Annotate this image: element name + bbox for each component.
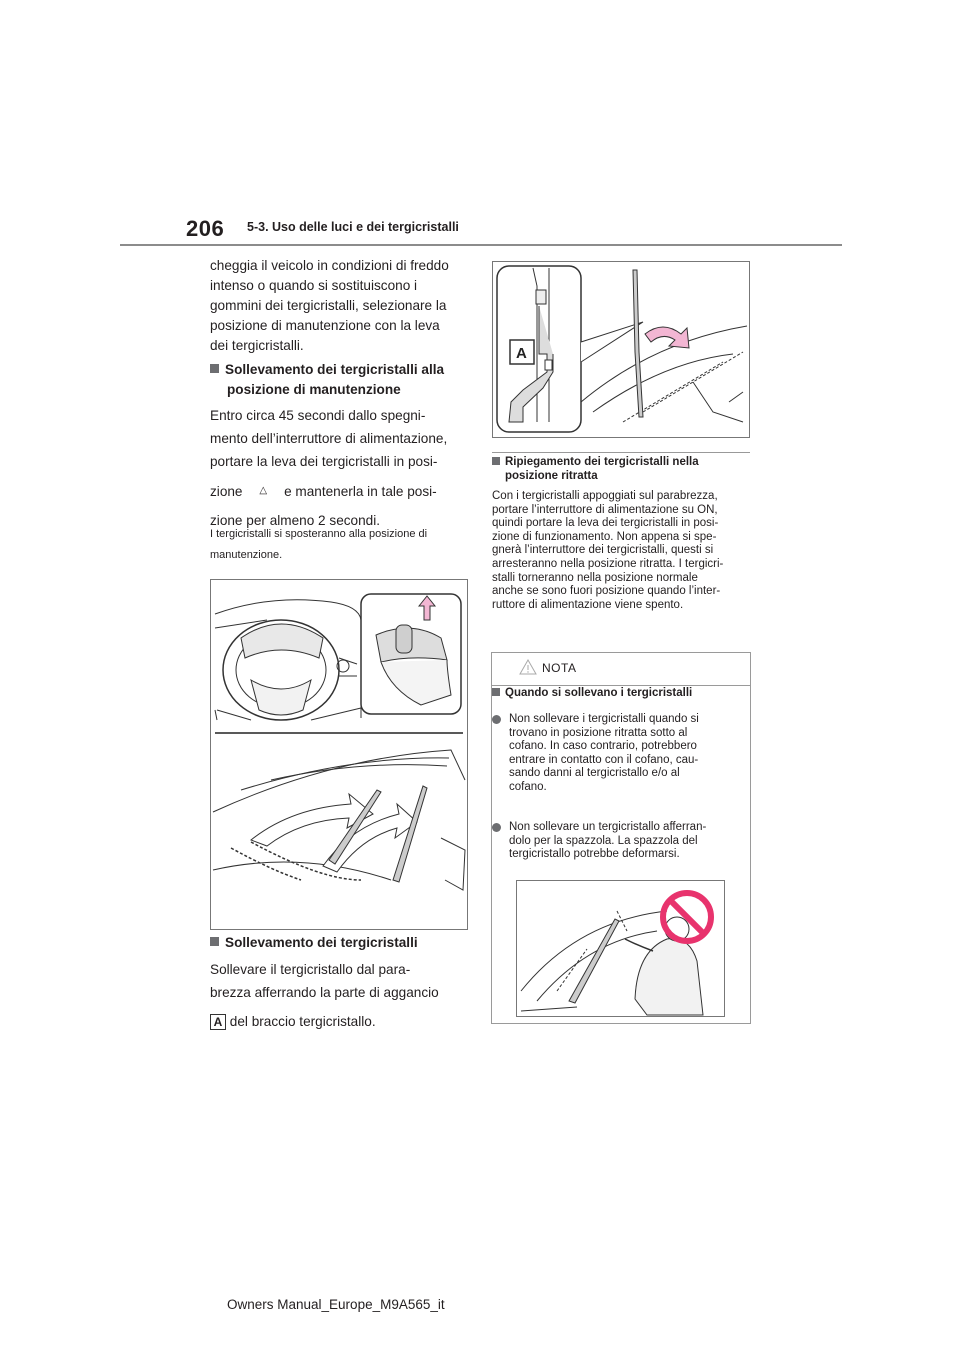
bullet-dot-icon: [492, 823, 501, 832]
prohibited-lifting-illustration: [517, 881, 724, 1016]
text-line: trovano in posizione ritratta sotto al: [509, 726, 688, 739]
heading-text: Sollevamento dei tergicristalli: [225, 935, 418, 950]
heading-line: posizione ritratta: [505, 469, 598, 482]
nota-box: [491, 652, 751, 1024]
text-line: zione di funzionamento. Non appena si spe-: [492, 530, 717, 543]
square-bullet-icon: [492, 688, 500, 696]
heading-line: Sollevamento dei tergicristalli alla: [225, 362, 445, 377]
text-line: sando danni al tergicristallo e/o al: [509, 767, 680, 780]
square-bullet-icon: [492, 457, 500, 465]
heading-line: Ripiegamento dei tergicristalli nella: [505, 456, 699, 468]
footer-text: Owners Manual_Europe_M9A565_it: [227, 1297, 445, 1312]
text-line: ruttore di alimentazione viene spento.: [492, 598, 684, 611]
square-bullet-icon: [210, 937, 219, 946]
text-line: cheggia il veicolo in condizioni di freddo: [210, 258, 449, 273]
text-line: mento dell’interruttore di alimentazione,: [210, 431, 448, 446]
text-fragment: e mantenerla in tale posi-: [284, 484, 437, 499]
wiper-lever-figure: [210, 579, 468, 930]
para-maintenance: [210, 404, 470, 532]
text-line: brezza afferrando la parte di aggancio: [210, 985, 439, 1000]
subheading-text: Quando si sollevano i tergicristalli: [505, 687, 693, 699]
prohibited-action-figure: [516, 880, 725, 1017]
text-line: entrare in contatto con il cofano, cau-: [509, 753, 699, 766]
page-number: 206: [186, 216, 225, 241]
text-line: portare l’interruttore di alimentazione su ON,: [492, 503, 718, 516]
label-a: A: [516, 345, 527, 362]
text-line: dei tergicristalli.: [210, 338, 304, 353]
text-line: I tergicristalli si sposteranno alla posizione di: [210, 528, 428, 540]
text-line: gnerà l’interruttore dei tergicristalli, questi si: [492, 544, 714, 557]
text-line: intenso o quando si sostituiscono i: [210, 278, 418, 293]
divider: [492, 452, 750, 453]
wiper-hook-illustration: [493, 262, 749, 437]
text-line: anche se sono fuori posizione quando l’inter-: [492, 585, 721, 598]
text-line: tergicristallo potrebbe deformarsi.: [509, 848, 680, 861]
heading-maintenance: [210, 360, 470, 400]
text-line: posizione di manutenzione con la leva: [210, 318, 440, 333]
text-line: stalli torneranno nella posizione normale: [492, 571, 698, 584]
wiper-hook-figure: [492, 261, 750, 438]
warning-icon: [519, 659, 537, 675]
heading-retracted: [492, 456, 750, 483]
text-line: portare la leva dei tergicristalli in posi-: [210, 454, 438, 469]
note-maintenance: [210, 524, 470, 566]
text-line: Con i tergicristalli appoggiati sul parabrezza,: [492, 490, 718, 502]
intro-paragraph: [210, 256, 470, 356]
wiper-lever-illustration: [211, 580, 467, 929]
nota-title: NOTA: [542, 661, 577, 675]
nota-bullet-1: [492, 713, 748, 795]
text-line: [210, 1010, 470, 1033]
wiper-position-symbol-icon: △: [259, 485, 268, 496]
label-a-icon: A: [210, 1014, 226, 1030]
para-retracted: [492, 490, 750, 612]
text-line: [210, 479, 470, 503]
section-title: 5-3. Uso delle luci e dei tergicristalli: [247, 220, 459, 234]
text-line: gommini dei tergicristalli, selezionare la: [210, 298, 447, 313]
text-line: Entro circa 45 secondi dallo spegni-: [210, 408, 426, 423]
header-rule: [120, 244, 842, 246]
text-line: cofano. In caso contrario, potrebbero: [509, 740, 697, 753]
text-line: dolo per la spazzola. La spazzola del: [509, 834, 698, 847]
text-line: zione per almeno 2 secondi.: [210, 513, 381, 528]
text-line: Non sollevare un tergicristallo afferran-: [509, 821, 707, 833]
text-line: quindi portare la leva dei tergicristalli in posi-: [492, 517, 719, 530]
text-line: cofano.: [509, 780, 547, 793]
square-bullet-icon: [210, 364, 219, 373]
para-lift-wipers: [210, 958, 470, 1033]
text-line: manutenzione.: [210, 549, 283, 561]
text-fragment: zione: [210, 484, 243, 499]
text-line: arresteranno nella posizione ritratta. I tergicri-: [492, 557, 724, 570]
text-line: Sollevare il tergicristallo dal para-: [210, 962, 411, 977]
nota-subheading: [492, 687, 750, 701]
text-line: Non sollevare i tergicristalli quando si: [509, 713, 699, 725]
bullet-dot-icon: [492, 715, 501, 724]
nota-bullet-2: [492, 821, 748, 862]
nota-divider: [492, 685, 750, 686]
heading-line: posizione di manutenzione: [227, 382, 401, 397]
text-fragment: del braccio tergicristallo.: [229, 1014, 376, 1029]
heading-lift-wipers: [210, 933, 470, 953]
